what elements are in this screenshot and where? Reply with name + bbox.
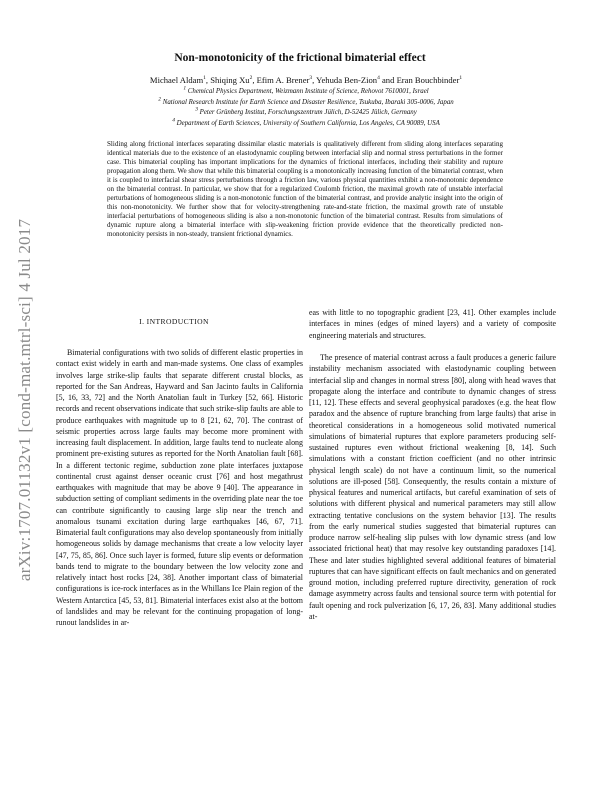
affiliation: $^3$ Peter Grünberg Institut, Forschungszentrum Jülich, D-52425 Jülich, Germany <box>195 106 417 116</box>
arxiv-identifier: arXiv:1707.01132v1 [cond-mat.mtrl-sci] 4 Jul 2017 <box>15 218 34 582</box>
paragraph: eas with little to no topographic gradient [23, 41]. Other examples include interfaces in mines (edges of mined layers) and a variety of composite engineering materials and structures. <box>309 308 556 340</box>
author-list: Michael Aldam$^1$, Shiqing Xu$^2$, Efim A. Brener$^3$, Yehuda Ben-Zion$^4$ and Eran Bouchbinder$^1$ <box>149 75 463 85</box>
paper-title: Non-monotonicity of the frictional bimaterial effect <box>174 52 426 64</box>
author: Yehuda Ben-Zion$^4$ <box>316 75 380 85</box>
affiliation: $^4$ Department of Earth Sciences, University of Southern California, Los Angeles, CA 90089, USA <box>172 117 440 127</box>
author: Eran Bouchbinder$^1$ <box>396 75 463 85</box>
right-column <box>309 307 556 622</box>
author: Efim A. Brener$^3$ <box>256 75 313 85</box>
paragraph: The presence of material contrast across a fault produces a generic failure instability mechanism associated with elastodynamic coupling between interfacial slip and changes in normal stress [80], along with head waves that propagate along the interface and contribute to dynamic changes of stress [11, 12]. These effects and several geophysical paradoxes (e.g. the heat flow paradox and the absence of rupture branching from large faults) that arise in theoretical considerations in a homogeneous solid motivated numerical simulations of bimaterial ruptures that explore parameters producing self-sustained ruptures even without frictional weakening [8, 14]. Such simulations with a constant friction coefficient (and no other intrinsic physical length scale) do not have a continuum limit, so the numerical solutions are ill-posed [58]. Consequently, the results contain a mixture of physical features and numerical artifacts, but careful examination of sets of solutions with different physical and numerical parameters may still allow extracting tentative conclusions on the system behavior [13]. The results from the early numerical studies suggested that bimaterial ruptures can produce narrow self-healing slip pulses with low dynamic stress (and low associated frictional heat) that may resolve key outstanding paradoxes [14]. These and later studies highlighted several additional features of bimaterial ruptures that can have significant effects on fault mechanics and on generated ground motion, including preferred rupture directivity, generation of rock damage asymmetry across faults and tensional source term with potential for fault opening and rock pulverization [6, 17, 26, 83]. Many additional studies at- <box>309 353 556 621</box>
affiliation: $^1$ Chemical Physics Department, Weizmann Institute of Science, Rehovot 7610001, Israel <box>183 85 429 95</box>
paragraph: Bimaterial configurations with two solids of different elastic properties in contact exist widely in earth and man-made systems. One class of examples involves large strike-slip faults that separate different crustal blocks, as reported for the San Andreas, Hayward and San Jacinto faults in California [5, 16, 33, 72] and the North Anatolian fault in Turkey [52, 66]. Historic records and recent observations indicate that such strike-slip faults are able to produce earthquakes with magnitude up to 8 [21, 62, 70]. The contrast of seismic properties across large faults may become more prominent with increasing fault displacement. In addition, large faults tend to nucleate along prominent pre-existing sutures as reported for the North Anatolian fault [68]. In a different tectonic regime, subduction zone plate interfaces juxtapose continental crust against denser oceanic crust [76] and host megathrust earthquakes with magnitude that may be above 9 [40]. The appearance in subduction setting of compliant sediments in the overriding plate near the toe can contribute significantly to causing large slip near the trench and anomalous tsunami excitation during large earthquakes [46, 67, 71]. Bimaterial fault configurations may also develop spontaneously from initially homogeneous solids by damage mechanisms that create a low velocity layer [47, 75, 85, 86]. Once such layer is formed, future slip events or deformation bands tend to migrate to the boundary between the low velocity zone and relatively intact host rocks [24, 38]. Another important class of bimaterial configurations is ice-rock interfaces as in the Whillans Ice Plain region of the Western Antarctica [45, 53, 81]. Bimaterial interfaces exist also at the bottom of landslides and may be relevant for the continuing propagation of long-runout landslides in ar- <box>56 348 303 627</box>
section-heading: I. INTRODUCTION <box>139 317 209 326</box>
author: Shiqing Xu$^2$ <box>210 75 253 85</box>
abstract: Sliding along frictional interfaces separating dissimilar elastic materials is qualitatively different from sliding along interfaces separating identical materials due to the existence of an elastodynamic coupling between interfacial slip and normal stress perturbations in the former case. This bimaterial coupling has important implications for the dynamics of frictional interfaces, including their stability and rupture propagation along them. We show that while this bimaterial coupling is a monotonically increasing function of the bimaterial contrast, when it is coupled to interfacial shear stress perturbations through a friction law, various physical quantities exhibit a non-monotonic dependence on the bimaterial contrast. In particular, we show that for a regularized Coulomb friction, the maximal growth rate of unstable interfacial perturbations of homogeneous sliding is a non-monotonic function of the bimaterial contrast, and provide analytic insight into the origin of this non-monotonicity. We further show that for velocity-strengthening rate-and-state friction, the maximal growth rate of unstable interfacial perturbations of homogeneous sliding is also a non-monotonic function of the bimaterial contrast. Results from simulations of dynamic rupture along a bimaterial interface with slip-weakening friction provide evidence that the theoretically predicted non-monotonicity persists in non-steady, transient frictional dynamics. <box>107 140 503 239</box>
author: Michael Aldam$^1$ <box>149 75 206 85</box>
arxiv-margin-stamp <box>10 180 40 620</box>
affiliation: $^2$ National Research Institute for Earth Science and Disaster Resilience, Tsukuba, Ibaraki 305-0006, Japan <box>158 96 454 106</box>
left-column <box>56 347 303 628</box>
